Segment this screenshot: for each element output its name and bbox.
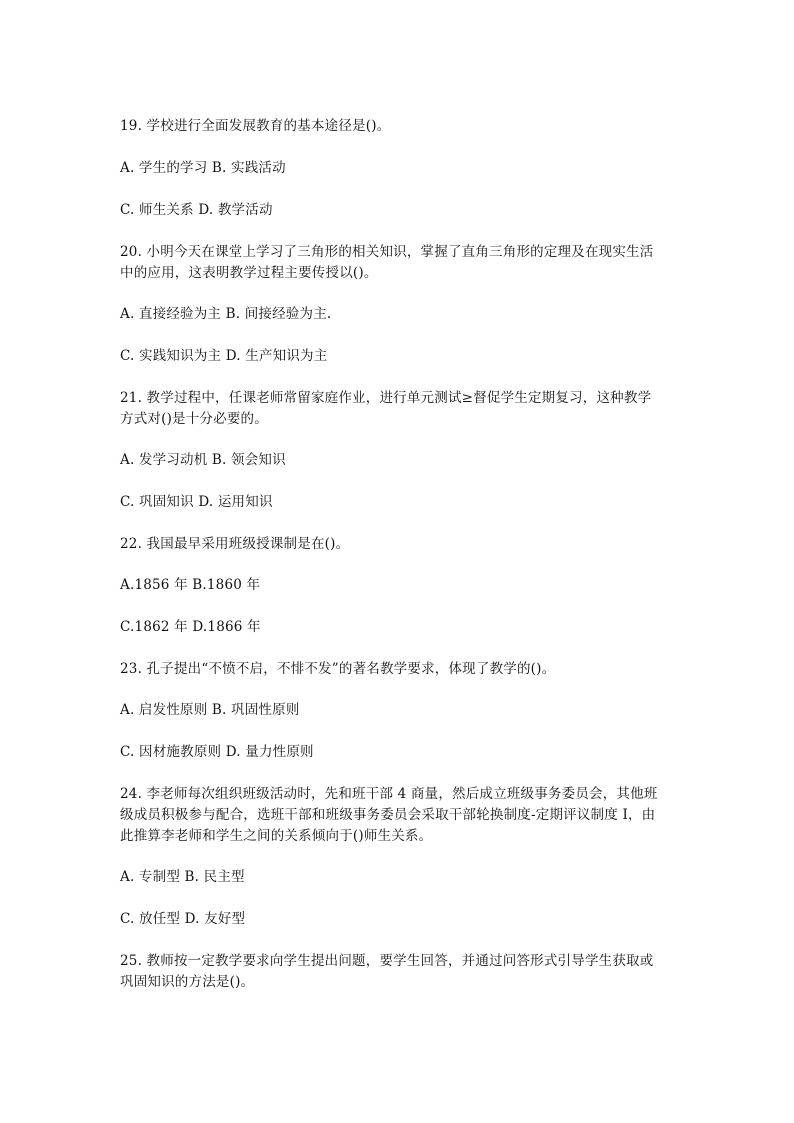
question-19-options-cd: C. 师生关系 D. 教学活动 bbox=[120, 202, 273, 218]
question-21-stem-line-1: 21. 教学过程中，任课老师常留家庭作业，进行单元测试≥督促学生定期复习，这种教学 bbox=[120, 390, 652, 406]
question-21-stem-line-2: 方式对()是十分必要的。 bbox=[120, 411, 268, 427]
question-22-options-cd: C.1862 年 D.1866 年 bbox=[120, 619, 261, 635]
question-20-options-ab: A. 直接经验为主 B. 间接经验为主. bbox=[120, 306, 332, 322]
question-24-options-ab: A. 专制型 B. 民主型 bbox=[120, 869, 245, 885]
question-23-options-ab: A. 启发性原则 B. 巩固性原则 bbox=[120, 702, 300, 718]
question-22-stem: 22. 我国最早采用班级授课制是在()。 bbox=[120, 536, 350, 552]
question-20-options-cd: C. 实践知识为主 D. 生产知识为主 bbox=[120, 348, 328, 364]
question-24-stem-line-1: 24. 李老师每次组织班级活动时，先和班干部 4 商量，然后成立班级事务委员会，其他班 bbox=[120, 786, 658, 802]
question-20-stem-line-1: 20. 小明今天在课堂上学习了三角形的相关知识，掌握了直角三角形的定理及在现实生活 bbox=[120, 244, 654, 260]
question-25-stem-line-1: 25. 教师按一定教学要求向学生提出问题，要学生回答，并通过问答形式引导学生获取或 bbox=[120, 953, 654, 969]
question-21-options-cd: C. 巩固知识 D. 运用知识 bbox=[120, 494, 273, 510]
question-19-options-ab: A. 学生的学习 B. 实践活动 bbox=[120, 160, 286, 176]
question-24-stem-line-2: 级成员积极参与配合，选班干部和班级事务委员会采取干部轮换制度-定期评议制度 I，由 bbox=[120, 807, 656, 823]
question-23-stem: 23. 孔子提出“不愤不启，不悱不发”的著名教学要求，体现了教学的()。 bbox=[120, 661, 556, 677]
question-23-options-cd: C. 因材施教原则 D. 量力性原则 bbox=[120, 744, 314, 760]
question-20-stem-line-2: 中的应用，这表明教学过程主要传授以()。 bbox=[120, 265, 378, 281]
question-24-options-cd: C. 放任型 D. 友好型 bbox=[120, 911, 246, 927]
question-21-options-ab: A. 发学习动机 B. 领会知识 bbox=[120, 452, 286, 468]
question-19-stem: 19. 学校进行全面发展教育的基本途径是()。 bbox=[120, 118, 391, 134]
question-25-stem-line-2: 巩固知识的方法是()。 bbox=[120, 974, 255, 990]
question-24-stem-line-3: 此推算李老师和学生之间的关系倾向于()师生关系。 bbox=[120, 828, 433, 844]
question-22-options-ab: A.1856 年 B.1860 年 bbox=[120, 577, 261, 593]
